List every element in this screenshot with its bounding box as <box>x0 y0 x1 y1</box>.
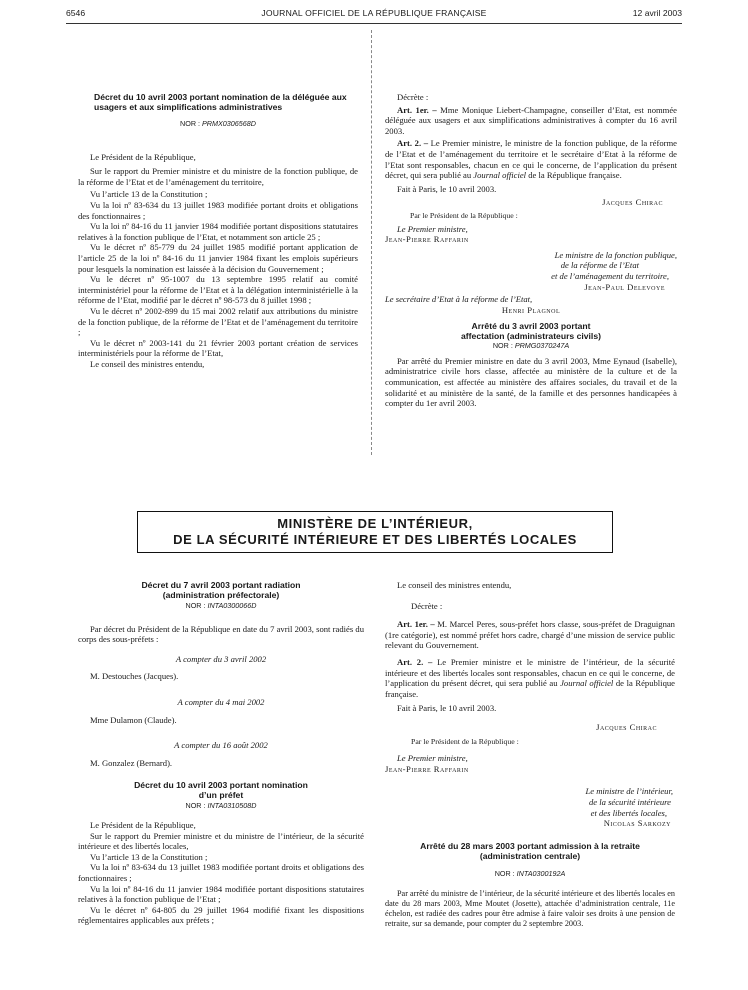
left-bottom-column <box>78 580 364 926</box>
paragraph: Sur le rapport du Premier ministre et du ministre de l’intérieur, de la sécurité intérieure et des libertés locales, <box>78 830 364 852</box>
pm-title: Le Premier ministre, <box>397 753 468 764</box>
nor-code: INTA0310508D <box>207 801 257 811</box>
nor-reference <box>78 601 364 612</box>
nor-label: NOR : <box>492 341 513 351</box>
ministry-line-1: MINISTÈRE DE L’INTÉRIEUR, <box>277 516 473 531</box>
council-heard: Le conseil des ministres entendu, <box>397 580 512 590</box>
minister-title-3: et des libertés locales, <box>590 807 667 818</box>
nor-label: NOR : <box>185 801 206 811</box>
article-2 <box>385 657 675 699</box>
right-top-column <box>385 92 677 409</box>
paragraph: Vu la loi nº 84-16 du 11 janvier 1984 modifiée portant dispositions statutaires relatives à la fonction publique de l’Etat ; <box>78 883 364 905</box>
signed-at: Fait à Paris, le 10 avril 2003. <box>397 183 497 194</box>
article-1-label: Art. 1er. – <box>397 104 437 115</box>
signer-name: Jacques Chirac <box>602 197 663 208</box>
nor-code: INTA0300192A <box>516 868 566 878</box>
pm-title: Le Premier ministre, <box>397 223 468 234</box>
paragraph: Vu la loi nº 83-634 du 13 juillet 1983 modifiée portant droits et obligations des fonctionnaires ; <box>78 862 364 883</box>
minister-title-2: de la sécurité intérieure <box>588 796 671 807</box>
decrete-label: Décrète : <box>411 600 443 611</box>
journal-officiel-ref: Journal officiel <box>560 678 614 689</box>
issue-date: 12 avril 2003 <box>632 8 682 18</box>
effective-date: A compter du 3 avril 2002 <box>175 653 267 664</box>
nor-label: NOR : <box>494 868 515 878</box>
paragraph: Le conseil des ministres entendu, <box>90 358 205 369</box>
pm-name: Jean-Pierre Raffarin <box>385 234 469 245</box>
paragraph: Vu l’article 13 de la Constitution ; <box>90 851 208 862</box>
left-top-column <box>78 92 358 369</box>
ministry-banner <box>137 511 613 553</box>
paragraph: Vu la loi nº 83-634 du 13 juillet 1983 modifiée portant droits et obligations des fonctionnaires ; <box>78 199 358 221</box>
by-president: Par le Président de la République : <box>410 210 518 220</box>
nor-label: NOR : <box>180 119 200 128</box>
signed-at: Fait à Paris, le 10 avril 2003. <box>397 703 497 714</box>
paragraph: Vu le décret nº 2002-899 du 15 mai 2002 relatif aux attributions du ministre de la fonction publique, de la réforme de l’Etat et de l’aménagement du territoire ; <box>78 305 358 338</box>
article-1-text: Mme Monique Liebert-Champagne, conseiller d’Etat, est nommée déléguée aux usagers et aux simplifications administratives à compter du 16 avril 2003. <box>385 104 677 136</box>
radiated-person: Mme Dulamon (Claude). <box>90 714 177 725</box>
minister-title-1: Le ministre de la fonction publique, <box>554 249 677 260</box>
decrete-label: Décrète : <box>397 92 429 102</box>
nor-reference <box>385 341 677 352</box>
article-2-text: Le Premier ministre et le ministre de l’intérieur, de la sécurité intérieure et des libertés locales sont responsables, chacun en ce qui le concerne, de l’application du présent décret, qui sera publié au <box>385 656 675 689</box>
arrete-affectation-text: Par arrêté du Premier ministre en date du 3 avril 2003, Mme Eynaud (Isabelle), administratrice civile hors classe, affectée au ministère de la culture et de la communication, est affectée au ministère des affaires sociales, du travail et de la solidarité et au ministère de la santé, de la famille et des personnes handicapées à compter du 1er avril 2003. <box>385 355 677 409</box>
by-president: Par le Président de la République : <box>411 736 519 746</box>
secretary-name: Henri Plagnol <box>501 304 561 315</box>
article-1-text: M. Marcel Peres, sous-préfet hors classe, sous-préfet de Draguignan (1re catégorie), est nommé préfet hors cadre, chargé d’une mission de service public relevant du Gouvernement. <box>385 619 676 651</box>
article-2-label: Art. 2. – <box>397 138 428 149</box>
paragraph: Le Président de la République, <box>90 819 196 830</box>
paragraph: Vu le décret nº 85-779 du 24 juillet 1985 modifié portant application de l’article 25 de la loi nº 84-16 du 11 janvier 1984 fixant les emplois supérieurs pour lesquels la nomination est laissée à la décision du Gouvernement ; <box>78 242 358 274</box>
minister-name: Jean-Paul Delevoye <box>584 281 665 292</box>
article-1 <box>385 105 677 137</box>
column-revision-bar <box>371 30 372 455</box>
decree-prefet-title: Décret du 10 avril 2003 portant nomination d’un préfet <box>134 780 308 801</box>
effective-date: A compter du 16 août 2002 <box>174 740 268 751</box>
nor-reference <box>78 119 358 130</box>
paragraph: Vu l’article 13 de la Constitution ; <box>90 189 208 200</box>
signer-name: Jacques Chirac <box>596 721 657 732</box>
effective-date: A compter du 4 mai 2002 <box>177 696 265 707</box>
article-2-text-end: de la République française. <box>385 678 675 699</box>
minister-title-2: de la réforme de l’Etat <box>560 260 639 271</box>
nor-reference <box>385 869 675 880</box>
article-2-label: Art. 2. – <box>397 656 433 667</box>
radiation-text: Par décret du Président de la République en date du 7 avril 2003, sont radiés du corps des sous-préfets : <box>78 623 364 645</box>
header-rule <box>66 23 682 24</box>
decree-radiation-title: Décret du 7 avril 2003 portant radiation (administration préfectorale) <box>141 580 301 600</box>
journal-officiel-ref: Journal officiel <box>473 170 527 181</box>
minister-title-1: Le ministre de l’intérieur, <box>585 786 673 797</box>
page-header <box>66 8 682 22</box>
article-2-text-end: de la République française. <box>528 170 622 181</box>
paragraph: Vu le décret nº 95-1007 du 13 septembre 1995 relatif au comité interministériel pour la réforme de l’Etat et à la délégation interministérielle à la réforme de l’Etat, modifié par le décret nº 98-573 du 8 juillet 1998 ; <box>78 274 358 306</box>
arrete-retraite-text: Par arrêté du ministre de l’intérieur, de la sécurité intérieure et des libertés locales en date du 28 mars 2003, Mme Moutet (Josette), attachée d’administration centrale, 11e échelon, est radiée des cadres pour être admise à faire valoir ses droits à une pension de retraite, sur sa demande, pour compter du 2 septembre 2003. <box>385 889 675 928</box>
minister-title-3: et de l’aménagement du territoire, <box>551 270 669 281</box>
decree-title-delegate: Décret du 10 avril 2003 portant nomination de la déléguée aux usagers et aux simplifications administratives <box>94 92 347 112</box>
page-number: 6546 <box>66 8 86 18</box>
arrete-affectation-title: Arrêté du 3 avril 2003 portant affectation (administrateurs civils) <box>461 321 601 342</box>
nor-reference <box>78 801 364 812</box>
radiated-person: M. Gonzalez (Bernard). <box>90 757 173 768</box>
ministry-line-2: DE LA SÉCURITÉ INTÉRIEURE ET DES LIBERTÉS LOCALES <box>173 532 577 547</box>
nor-code: INTA0300066D <box>207 601 257 610</box>
nor-label: NOR : <box>185 601 206 610</box>
secretary-title: Le secrétaire d’Etat à la réforme de l’Etat, <box>385 294 533 305</box>
nor-code: PRMX0306568D <box>202 119 256 128</box>
article-2 <box>385 138 677 180</box>
nor-code: PRMG0370247A <box>514 341 570 351</box>
arrete-retraite-title: Arrêté du 28 mars 2003 portant admission à la retraite (administration centrale) <box>420 840 640 861</box>
paragraph: Vu le décret nº 2003-141 du 21 février 2003 portant création de services interministériels pour la réforme de l’Etat, <box>78 337 358 359</box>
article-1 <box>385 619 675 651</box>
right-bottom-column <box>385 580 675 928</box>
article-1-label: Art. 1er. – <box>397 619 435 630</box>
paragraph: Vu la loi nº 84-16 du 11 janvier 1984 modifiée portant dispositions statutaires relatives à la fonction publique de l’Etat, et notamment son article 25 ; <box>78 221 358 242</box>
journal-title: JOURNAL OFFICIEL DE LA RÉPUBLIQUE FRANÇAISE <box>261 8 487 18</box>
paragraph: Vu le décret nº 64-805 du 29 juillet 1964 modifié fixant les dispositions réglementaires applicables aux préfets ; <box>78 904 364 926</box>
minister-name: Nicolas Sarkozy <box>603 818 671 829</box>
article-2-text: Le Premier ministre, le ministre de la fonction publique, de la réforme de l’Etat et de l’aménagement du territoire et le secrétaire d’Etat à la réforme de l’Etat sont responsables, chacun en ce qui le concerne, de l’application du présent décret, qui sera publié au <box>385 138 677 181</box>
paragraph: Le Président de la République, <box>90 151 196 162</box>
radiated-person: M. Destouches (Jacques). <box>90 671 179 682</box>
paragraph: Sur le rapport du Premier ministre et du ministre de la fonction publique, de la réforme de l’Etat et de l’aménagement du territoire, <box>78 166 358 187</box>
pm-name: Jean-Pierre Raffarin <box>385 763 469 774</box>
